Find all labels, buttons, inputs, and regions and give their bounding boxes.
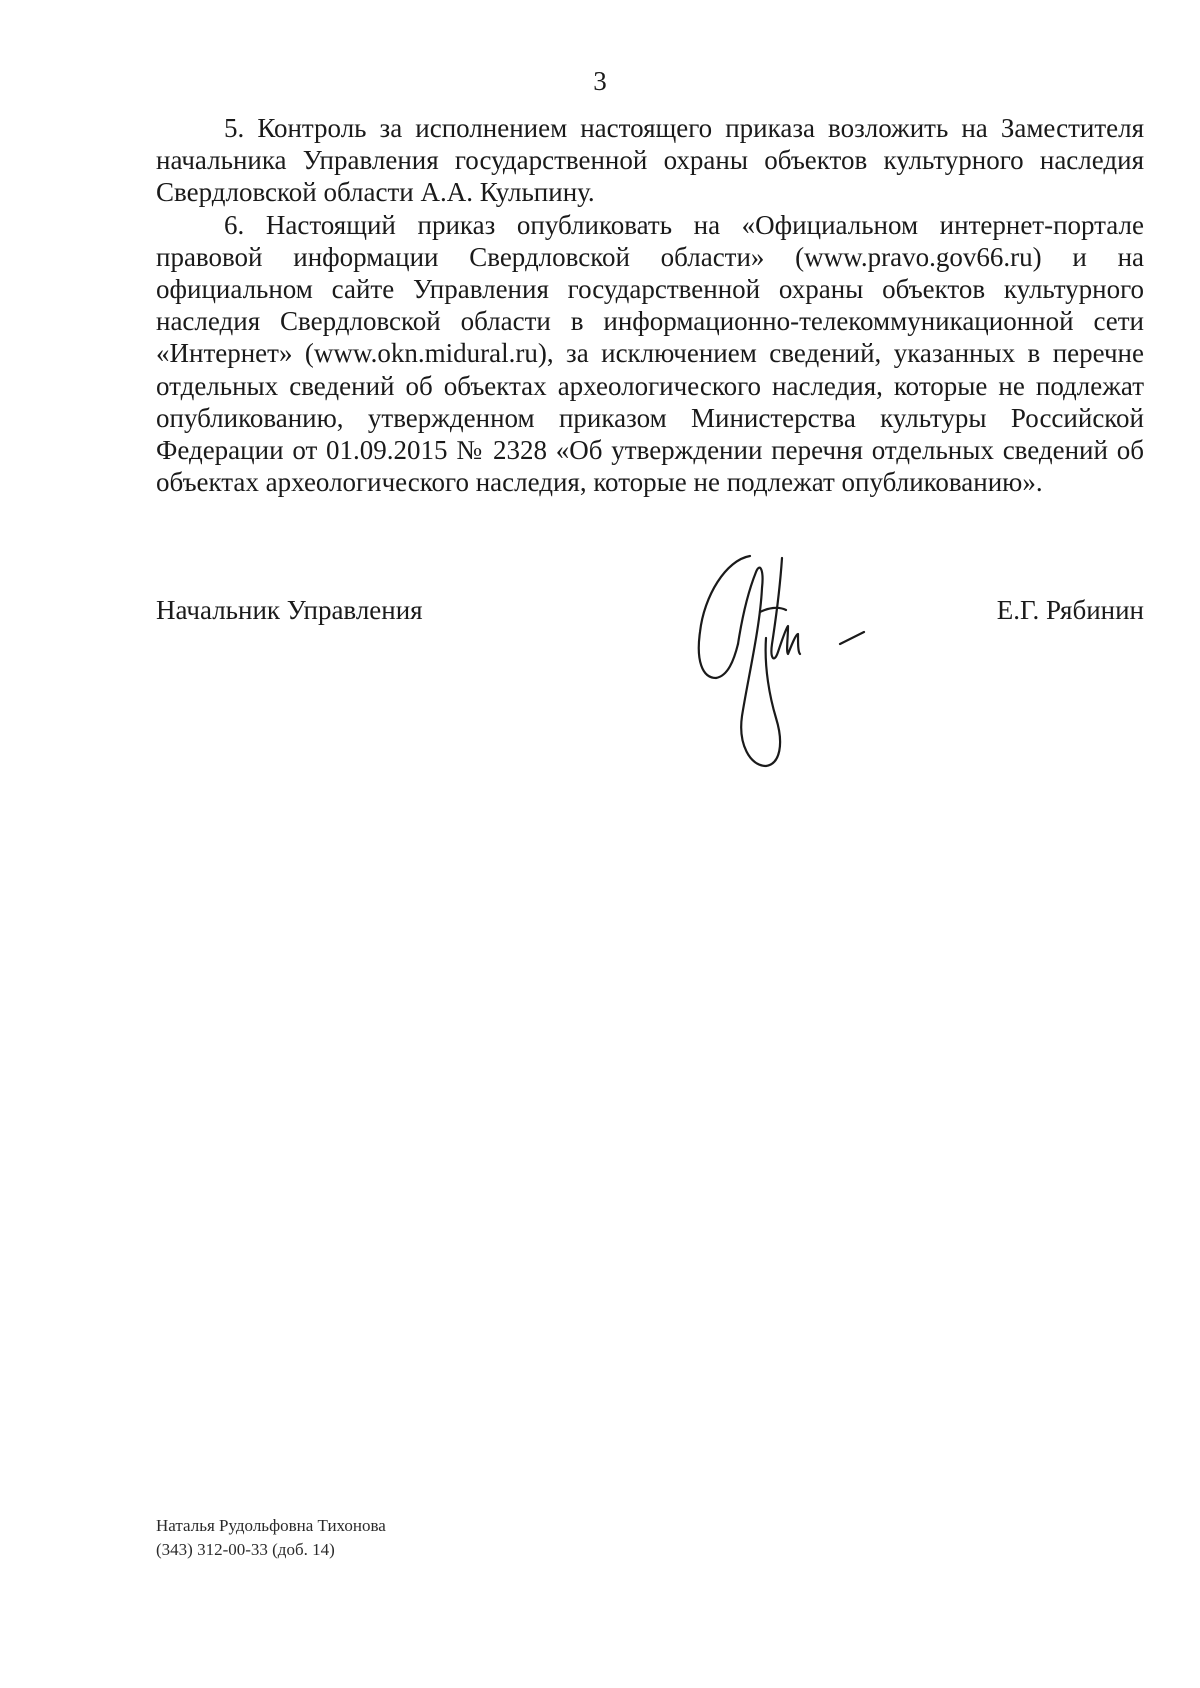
paragraph-5-control: 5. Контроль за исполнением настоящего приказа возложить на Заместителя начальника Управления государственной охраны объектов культурного наследия Свердловской области А.А. Кульпину. xyxy=(156,113,1144,208)
executor-phone: (343) 312-00-33 (доб. 14) xyxy=(156,1540,335,1559)
handwritten-signature xyxy=(690,548,910,778)
signatory-title: Начальник Управления xyxy=(156,595,423,625)
signatory-name: Е.Г. Рябинин xyxy=(996,595,1144,625)
executor-info xyxy=(156,1514,386,1562)
paragraph-6-publication: 6. Настоящий приказ опубликовать на «Официальном интернет-портале правовой информации Свердловской области» (www.pravo.gov66.ru) и на официальном сайте Управления государственной охраны объектов культурного наследия Свердловской области в информационно-телекоммуникационной сети «Интернет» (www.okn.midural.ru), за исключением сведений, указанных в перечне отдельных сведений об объектах археологического наследия, которые не подлежат опубликованию, утвержденном приказом Министерства культуры Российской Федерации от 01.09.2015 № 2328 «Об утверждении перечня отдельных сведений об объектах археологического наследия, которые не подлежат опубликованию». xyxy=(156,209,1144,498)
page-number: 3 xyxy=(593,66,607,96)
executor-name: Наталья Рудольфовна Тихонова xyxy=(156,1516,386,1535)
document-body xyxy=(156,112,1144,498)
